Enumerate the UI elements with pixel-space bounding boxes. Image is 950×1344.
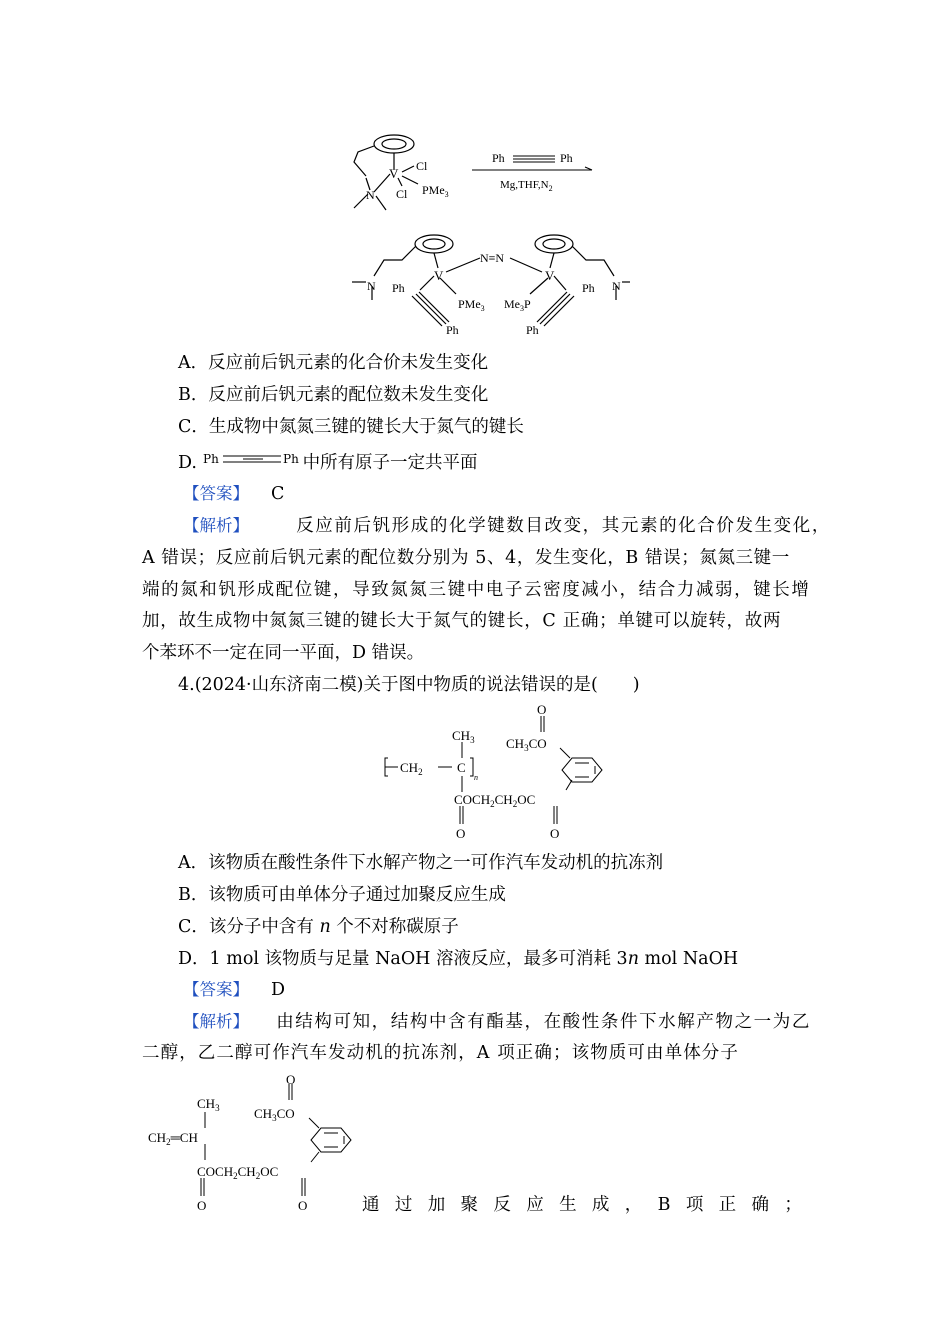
product-n-right: N	[612, 279, 621, 293]
monomer-structure	[145, 1072, 360, 1218]
reaction-scheme	[330, 120, 630, 350]
q4-answer-value: D	[271, 980, 286, 1000]
q3-analysis-tag: 【解析】	[183, 516, 249, 535]
product-me3p: $Me_3P$	[504, 297, 531, 313]
product-v-right: V	[545, 268, 555, 283]
pme3-label: PMe$_3$	[422, 183, 449, 199]
q4-option-d	[178, 946, 738, 972]
poly-quaternary-c: C	[457, 760, 466, 775]
q4-option-c	[178, 914, 459, 940]
monomer-acetoxy: $CH_3CO$	[254, 1106, 295, 1123]
trailing-char: 成	[591, 1195, 610, 1215]
q4-option-d-part1: D．1 mol 该物质与足量 NaOH 溶液反应，最多可消耗 3	[178, 949, 628, 969]
monomer-vinyl: $CH_2═CH$	[148, 1130, 198, 1147]
q4-option-d-part2: mol NaOH	[638, 949, 739, 969]
q4-option-b: B．该物质可由单体分子通过加聚反应生成	[178, 885, 506, 905]
trailing-char: 项	[685, 1195, 704, 1215]
dinitrogen-bridge: N≡N	[480, 251, 505, 265]
q4-option-c-part2: 个不对称碳原子	[330, 917, 459, 937]
trailing-char: 聚	[460, 1195, 479, 1215]
q4-analysis-tag: 【解析】	[183, 1012, 249, 1031]
q3-analysis-line-3: 端的氮和钒形成配位键，导致氮氮三键中电子云密度减小，结合力减弱，键长增	[142, 580, 811, 600]
q4-title-source: 山东济南二模	[251, 675, 357, 695]
trailing-char: 生	[559, 1195, 577, 1215]
q3-analysis-line-4: 加，故生成物中氮氮三键的键长大于氮气的键长，C 正确；单键可以旋转，故两	[142, 611, 782, 631]
product-n-left: N	[367, 279, 376, 293]
reagent-ph-right: Ph	[560, 151, 573, 165]
q3-answer-row	[183, 481, 284, 507]
monomer-carbonyl-o-2: O	[298, 1198, 308, 1213]
q3-option-d-prefix: D.	[178, 453, 197, 473]
d-ph-right: Ph	[282, 452, 299, 466]
monomer-ester-chain: $COCH_2CH_2OC$	[197, 1164, 279, 1181]
cl-label-2: Cl	[396, 187, 408, 201]
q4-option-c-part1: C．该分子中含有	[178, 917, 320, 937]
q3-option-d-text: 中所有原子一定共平面	[302, 453, 478, 473]
trailing-char: 应	[526, 1195, 544, 1215]
trailing-char: ；	[784, 1195, 802, 1215]
reactant-complex	[354, 135, 418, 210]
trailing-char: 正	[718, 1195, 737, 1215]
polymer-structure	[380, 700, 620, 846]
monomer-ch3: $CH_3$	[197, 1096, 220, 1113]
q3-analysis-line-2: A 错误；反应前后钒元素的配位数分别为 5、4，发生变化，B 错误；氮氮三键一	[142, 548, 790, 568]
q3-option-c: C．生成物中氮氮三键的键长大于氮气的键长	[178, 417, 524, 437]
trailing-char: 确	[751, 1195, 769, 1215]
poly-n-subscript: n	[474, 773, 478, 782]
q4-option-c-n: n	[319, 917, 331, 937]
q3-answer-value: C	[271, 484, 285, 504]
cl-label-1: Cl	[416, 159, 428, 173]
trailing-char: 反	[493, 1195, 511, 1215]
amine-n-label: N	[366, 188, 375, 202]
q3-analysis-row-1	[183, 513, 831, 539]
trailing-char: 过	[394, 1195, 413, 1215]
q4-analysis-line-2: 二醇，乙二醇可作汽车发动机的抗冻剂，A 项正确；该物质可由单体分子	[142, 1043, 739, 1063]
q4-answer-row	[183, 977, 285, 1003]
product-ph-2: Ph	[446, 323, 459, 337]
q4-analysis-line-1: 由结构可知，结构中含有酯基，在酸性条件下水解产物之一为乙	[276, 1012, 811, 1032]
q3-analysis-line-1: 反应前后钒形成的化学键数目改变，其元素的化合价发生变化，	[296, 516, 831, 536]
q3-answer-tag: 【答案】	[183, 484, 249, 503]
q3-option-a: A．反应前后钒元素的化合价未发生变化	[178, 353, 489, 373]
monomer-acetyl-o: O	[286, 1072, 296, 1087]
poly-carbonyl-o-1: O	[456, 826, 466, 841]
q3-option-d	[178, 449, 478, 476]
poly-ester-chain: $COCH_2CH_2OC$	[454, 792, 536, 809]
monomer-carbonyl-o-1: O	[197, 1198, 207, 1213]
diphenylacetylene-structure	[203, 449, 303, 471]
vanadium-label: V	[389, 166, 399, 181]
poly-ch2: $CH_2$	[400, 760, 423, 777]
q4-trailing-line	[362, 1192, 802, 1218]
reaction-conditions: $Mg,THF,N_2$	[500, 179, 553, 193]
product-v-left: V	[434, 268, 444, 283]
poly-acetoxy: $CH_3CO$	[506, 736, 547, 753]
d-ph-left: Ph	[202, 452, 219, 466]
product-ph-4: Ph	[526, 323, 539, 337]
q4-analysis-row-1	[183, 1009, 811, 1035]
q4-title	[178, 672, 640, 698]
q4-option-a: A．该物质在酸性条件下水解产物之一可作汽车发动机的抗冻剂	[178, 853, 664, 873]
reaction-arrow	[472, 156, 592, 170]
poly-carbonyl-o-2: O	[550, 826, 560, 841]
product-ph-3: Ph	[582, 281, 595, 295]
product-ph-1: Ph	[392, 281, 405, 295]
trailing-char: ，	[624, 1195, 643, 1215]
trailing-char: B	[657, 1195, 671, 1215]
q3-option-b: B．反应前后钒元素的配位数未发生变化	[178, 385, 489, 405]
trailing-char: 加	[427, 1195, 446, 1215]
reagent-ph-left: Ph	[492, 151, 505, 165]
q4-option-d-n: n	[627, 949, 639, 969]
trailing-char: 通	[362, 1195, 380, 1215]
poly-acetyl-o: O	[537, 702, 547, 717]
product-pme3: PMe$_3$	[458, 297, 485, 313]
q4-answer-tag: 【答案】	[183, 980, 249, 999]
poly-ch3: $CH_3$	[452, 728, 475, 745]
q3-analysis-line-5: 个苯环不一定在同一平面，D 错误。	[142, 643, 425, 663]
q4-title-suffix: )关于图中物质的说法错误的是( )	[356, 675, 640, 695]
q4-title-prefix: 4.(2024·	[178, 675, 252, 695]
